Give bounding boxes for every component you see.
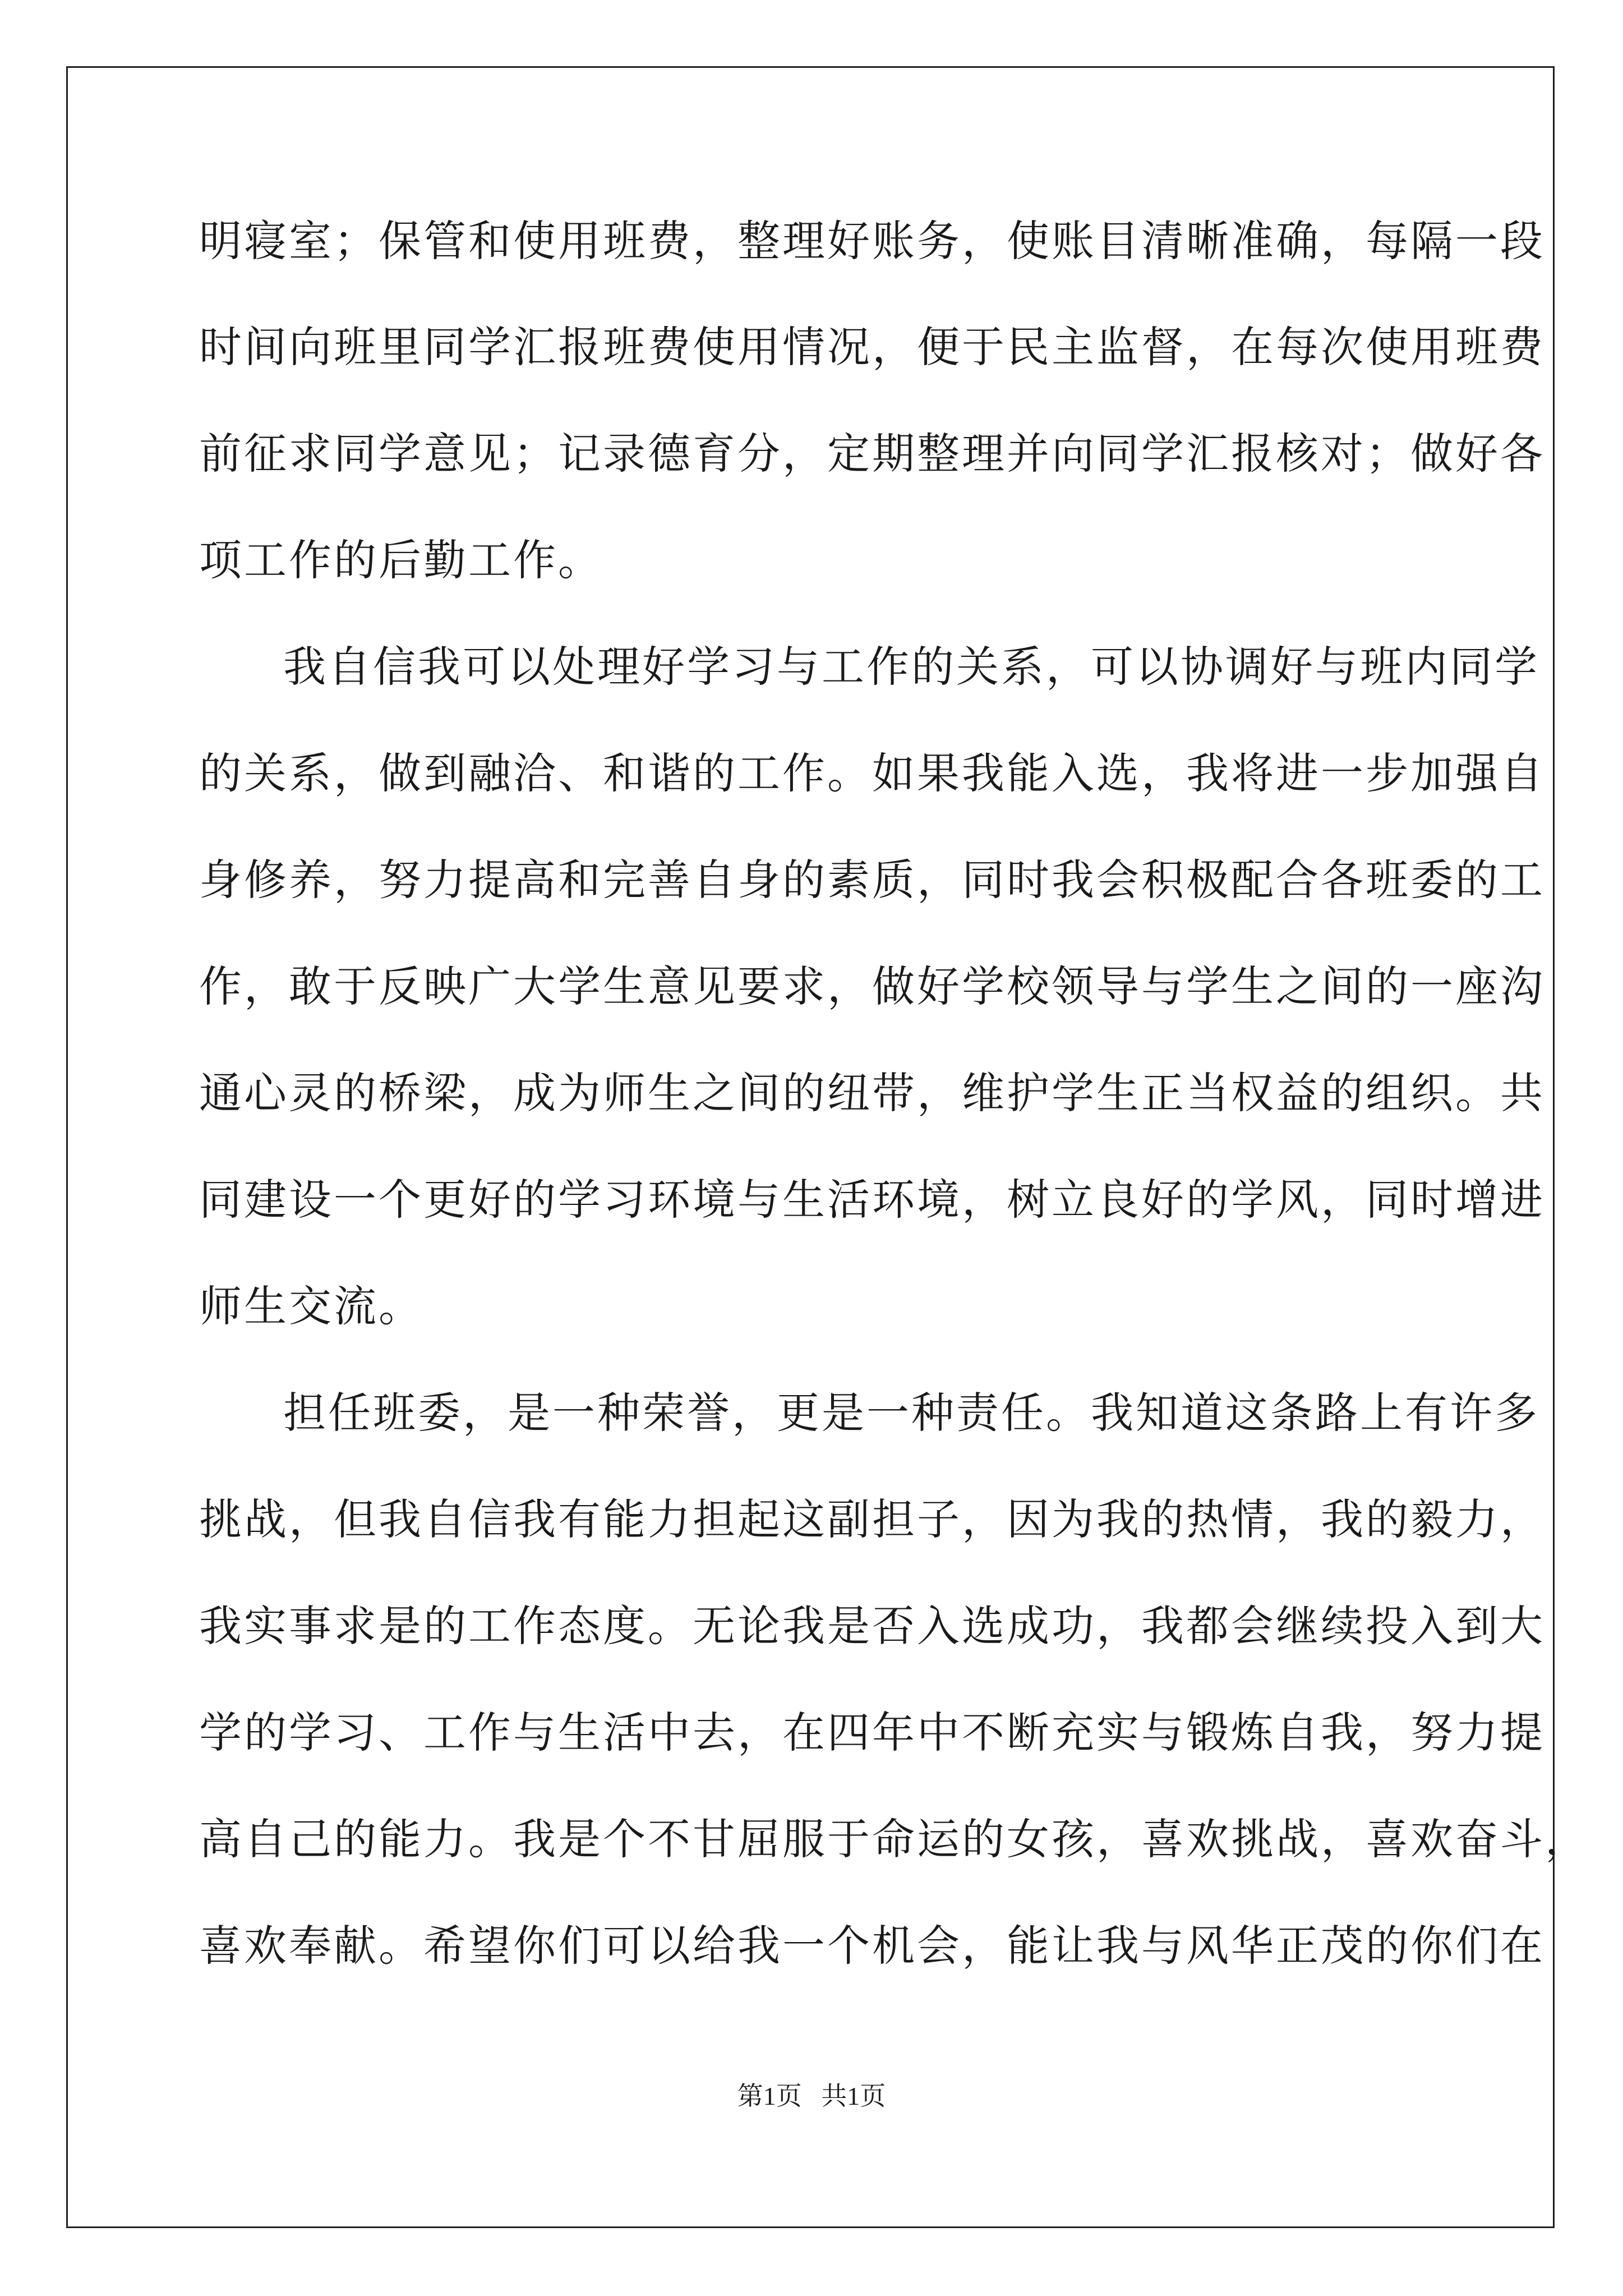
paragraph-2-line-3: 身修养，努力提高和完善自身的素质，同时我会积极配合各班委的工 (199, 855, 1545, 905)
paragraph-2-line-1: 我自信我可以处理好学习与工作的关系，可以协调好与班内同学 (283, 642, 1539, 692)
paragraph-2-line-6: 同建设一个更好的学习环境与生活环境，树立良好的学风，同时增进 (199, 1175, 1545, 1225)
paragraph-2-line-7: 师生交流。 (199, 1281, 423, 1331)
paragraph-3-line-4: 学的学习、工作与生活中去，在四年中不断充实与锻炼自我，努力提 (199, 1708, 1545, 1757)
paragraph-2-line-4: 作，敢于反映广大学生意见要求，做好学校领导与学生之间的一座沟 (199, 961, 1545, 1011)
paragraph-3-line-2: 挑战，但我自信我有能力担起这副担子，因为我的热情，我的毅力， (199, 1494, 1545, 1544)
paragraph-3-line-1: 担任班委，是一种荣誉，更是一种责任。我知道这条路上有许多 (283, 1388, 1539, 1438)
paragraph-2-line-2: 的关系，做到融洽、和谐的工作。如果我能入选，我将进一步加强自 (199, 748, 1545, 798)
paragraph-1-line-3: 前征求同学意见；记录德育分，定期整理并向同学汇报核对；做好各 (199, 429, 1545, 478)
paragraph-2-line-5: 通心灵的桥梁，成为师生之间的纽带，维护学生正当权益的组织。共 (199, 1068, 1545, 1118)
paragraph-1-line-2: 时间向班里同学汇报班费使用情况，便于民主监督，在每次使用班费 (199, 322, 1545, 372)
paragraph-3-line-3: 我实事求是的工作态度。无论我是否入选成功，我都会继续投入到大 (199, 1601, 1545, 1651)
paragraph-1-line-1: 明寝室；保管和使用班费，整理好账务，使账目清晰准确，每隔一段 (199, 216, 1545, 266)
paragraph-1-line-4: 项工作的后勤工作。 (199, 535, 603, 585)
page-footer: 第1页 共1页 (737, 2082, 886, 2110)
paragraph-3-line-6: 喜欢奉献。希望你们可以给我一个机会，能让我与风华正茂的你们在 (199, 1921, 1545, 1971)
page-border (66, 66, 1555, 2228)
paragraph-3-line-5: 高自己的能力。我是个不甘屈服于命运的女孩，喜欢挑战，喜欢奋斗， (199, 1814, 1590, 1864)
